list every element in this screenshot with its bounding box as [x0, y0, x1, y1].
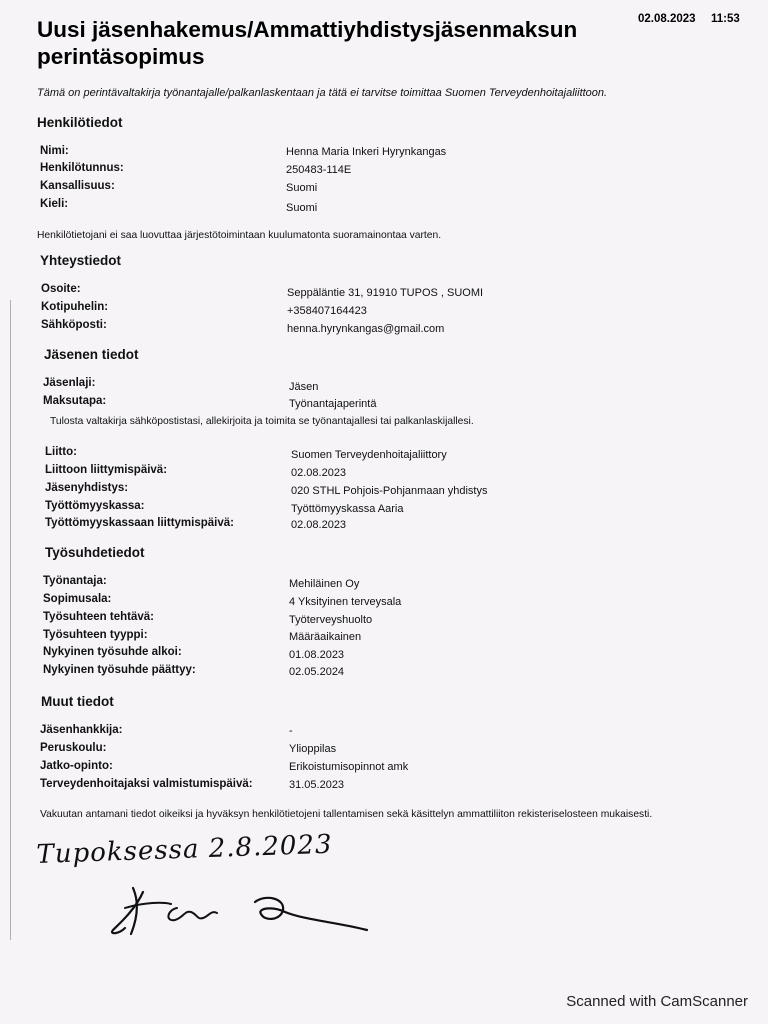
- field-value: 02.05.2024: [289, 666, 345, 678]
- field-label: Sopimusala:: [43, 593, 112, 605]
- field-label: Työnantaja:: [43, 575, 107, 587]
- field-label: Liitto:: [45, 446, 77, 458]
- declaration-text: Vakuutan antamani tiedot oikeiksi ja hyväksyn henkilötietojeni tallentamisen sekä käsittelyn ammattiliiton rekisteriselosteen mukaisesti.: [40, 809, 653, 820]
- scan-edge-line: [10, 300, 11, 940]
- section-heading-other: Muut tiedot: [41, 694, 114, 709]
- document-title: Uusi jäsenhakemus/Ammattiyhdistysjäsenmaksun perintäsopimus: [37, 17, 578, 69]
- field-label: Työsuhteen tehtävä:: [43, 611, 154, 623]
- field-value: Suomi: [286, 202, 318, 214]
- signature: [105, 880, 375, 950]
- field-value: Työterveyshuolto: [289, 614, 373, 626]
- field-label: Nimi:: [40, 145, 69, 157]
- section-heading-personal: Henkilötiedot: [37, 115, 123, 130]
- field-value: Työnantajaperintä: [289, 398, 377, 410]
- field-value: 250483-114E: [286, 164, 352, 176]
- field-label: Jäsenyhdistys:: [45, 482, 129, 494]
- field-label: Työttömyyskassa:: [45, 500, 145, 512]
- field-value: Seppäläntie 31, 91910 TUPOS , SUOMI: [287, 287, 484, 299]
- field-label: Henkilötunnus:: [40, 162, 124, 174]
- field-label: Jäsenlaji:: [43, 377, 96, 389]
- field-value: 4 Yksityinen terveysala: [289, 596, 402, 608]
- field-value: Henna Maria Inkeri Hyrynkangas: [286, 146, 447, 158]
- field-label: Jäsenhankkija:: [40, 724, 123, 736]
- field-label: Nykyinen työsuhde alkoi:: [43, 646, 182, 658]
- section-heading-contact: Yhteystiedot: [40, 253, 122, 268]
- camscanner-watermark: Scanned with CamScanner: [566, 993, 748, 1010]
- field-label: Kieli:: [40, 198, 69, 210]
- field-label: Jatko-opinto:: [40, 760, 113, 772]
- print-time: 11:53: [711, 13, 740, 25]
- field-label: Osoite:: [41, 283, 81, 295]
- field-value: 01.08.2023: [289, 649, 345, 661]
- field-value: Työttömyyskassa Aaria: [291, 503, 404, 515]
- field-value: Jäsen: [289, 381, 319, 393]
- field-value: 02.08.2023: [291, 467, 347, 479]
- section-heading-member: Jäsenen tiedot: [44, 347, 139, 362]
- field-label: Sähköposti:: [41, 319, 107, 331]
- field-label: Maksutapa:: [43, 395, 107, 407]
- field-value: -: [289, 725, 293, 737]
- field-label: Peruskoulu:: [40, 742, 107, 754]
- field-value: 02.08.2023: [291, 519, 347, 531]
- field-value: Ylioppilas: [289, 743, 337, 755]
- field-label: Kotipuhelin:: [41, 301, 109, 313]
- print-date: 02.08.2023: [638, 13, 696, 25]
- field-label: Kansallisuus:: [40, 180, 115, 192]
- intro-text: Tämä on perintävaltakirja työnantajalle/palkanlaskentaan ja tätä ei tarvitse toimittaa Suomen Terveydenhoitajaliittoon.: [37, 87, 608, 99]
- privacy-note: Henkilötietojani ei saa luovuttaa järjestötoimintaan kuulumatonta suoramainontaa varten.: [37, 230, 442, 241]
- field-value: 31.05.2023: [289, 779, 345, 791]
- field-value: Suomen Terveydenhoitajaliittory: [291, 449, 447, 461]
- field-value: +358407164423: [287, 305, 367, 317]
- payment-note: Tulosta valtakirja sähköpostistasi, allekirjoita ja toimita se työnantajallesi tai palkanlaskijallesi.: [50, 416, 474, 427]
- field-value: henna.hyrynkangas@gmail.com: [287, 323, 445, 335]
- field-label: Terveydenhoitajaksi valmistumispäivä:: [40, 778, 253, 790]
- handwritten-place-date: Tupoksessa 2.8.2023: [36, 829, 333, 870]
- field-value: Määräaikainen: [289, 631, 362, 643]
- field-value: Mehiläinen Oy: [289, 578, 360, 590]
- field-label: Työttömyyskassaan liittymispäivä:: [45, 517, 234, 529]
- field-value: Suomi: [286, 182, 318, 194]
- field-value: 020 STHL Pohjois-Pohjanmaan yhdistys: [291, 485, 488, 497]
- field-value: Erikoistumisopinnot amk: [289, 761, 409, 773]
- field-label: Nykyinen työsuhde päättyy:: [43, 664, 196, 676]
- section-heading-employment: Työsuhdetiedot: [45, 545, 145, 560]
- field-label: Liittoon liittymispäivä:: [45, 464, 168, 476]
- field-label: Työsuhteen tyyppi:: [43, 629, 148, 641]
